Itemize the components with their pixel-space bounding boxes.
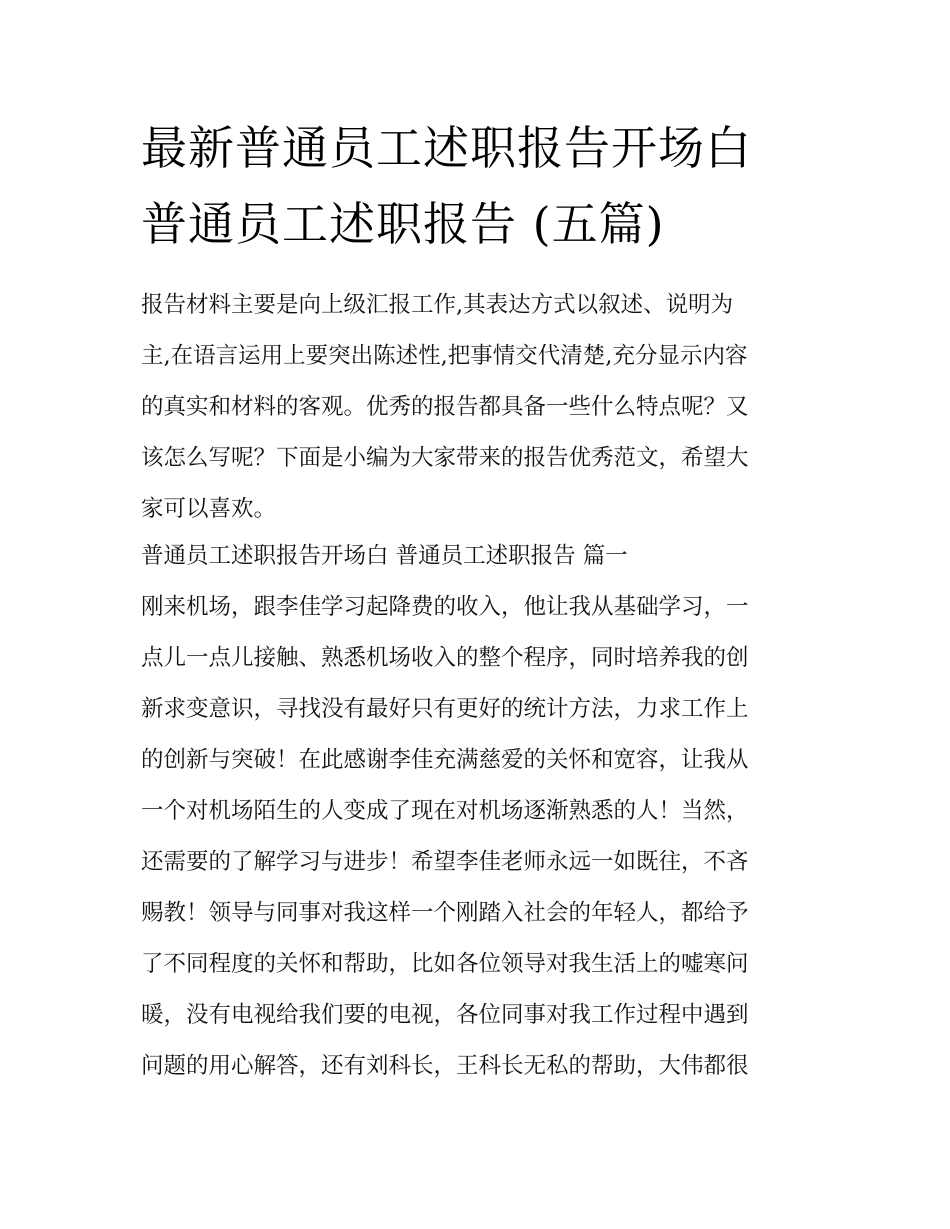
text-line: 的真实和材料的客观。优秀的报告都具备一些什么特点呢？又 — [141, 394, 749, 420]
title-line: 普通员工述职报告 (五篇) — [141, 197, 665, 251]
text-line: 一个对机场陌生的人变成了现在对机场逐渐熟悉的人！当然， — [141, 798, 749, 824]
section-heading: 普通员工述职报告开场白 普通员工述职报告 篇一 — [141, 543, 628, 569]
text-line: 家可以喜欢。 — [141, 496, 277, 522]
title-line: 最新普通员工述职报告开场白 — [141, 121, 752, 175]
text-line: 问题的用心解答，还有刘科长，王科长无私的帮助，大伟都很 — [141, 1053, 749, 1079]
text-line: 了不同程度的关怀和帮助，比如各位领导对我生活上的嘘寒问 — [141, 951, 749, 977]
text-line: 报告材料主要是向上级汇报工作,其表达方式以叙述、说明为 — [141, 292, 734, 318]
text-line: 点儿一点儿接触、熟悉机场收入的整个程序，同时培养我的创 — [141, 645, 749, 671]
text-line: 刚来机场，跟李佳学习起降费的收入，他让我从基础学习，一 — [141, 594, 749, 620]
text-line: 暖，没有电视给我们要的电视，各位同事对我工作过程中遇到 — [141, 1002, 749, 1028]
section-one — [141, 531, 816, 1092]
text-line: 主,在语言运用上要突出陈述性,把事情交代清楚,充分显示内容 — [141, 343, 748, 369]
text-line: 该怎么写呢？下面是小编为大家带来的报告优秀范文，希望大 — [141, 445, 749, 471]
text-line: 的创新与突破！在此感谢李佳充满慈爱的关怀和宽容，让我从 — [141, 747, 749, 773]
document-title — [141, 110, 841, 262]
intro-paragraph — [141, 280, 816, 535]
text-line: 还需要的了解学习与进步！希望李佳老师永远一如既往，不吝 — [141, 849, 749, 875]
text-line: 赐教！领导与同事对我这样一个刚踏入社会的年轻人，都给予 — [141, 900, 749, 926]
text-line: 新求变意识，寻找没有最好只有更好的统计方法，力求工作上 — [141, 696, 749, 722]
